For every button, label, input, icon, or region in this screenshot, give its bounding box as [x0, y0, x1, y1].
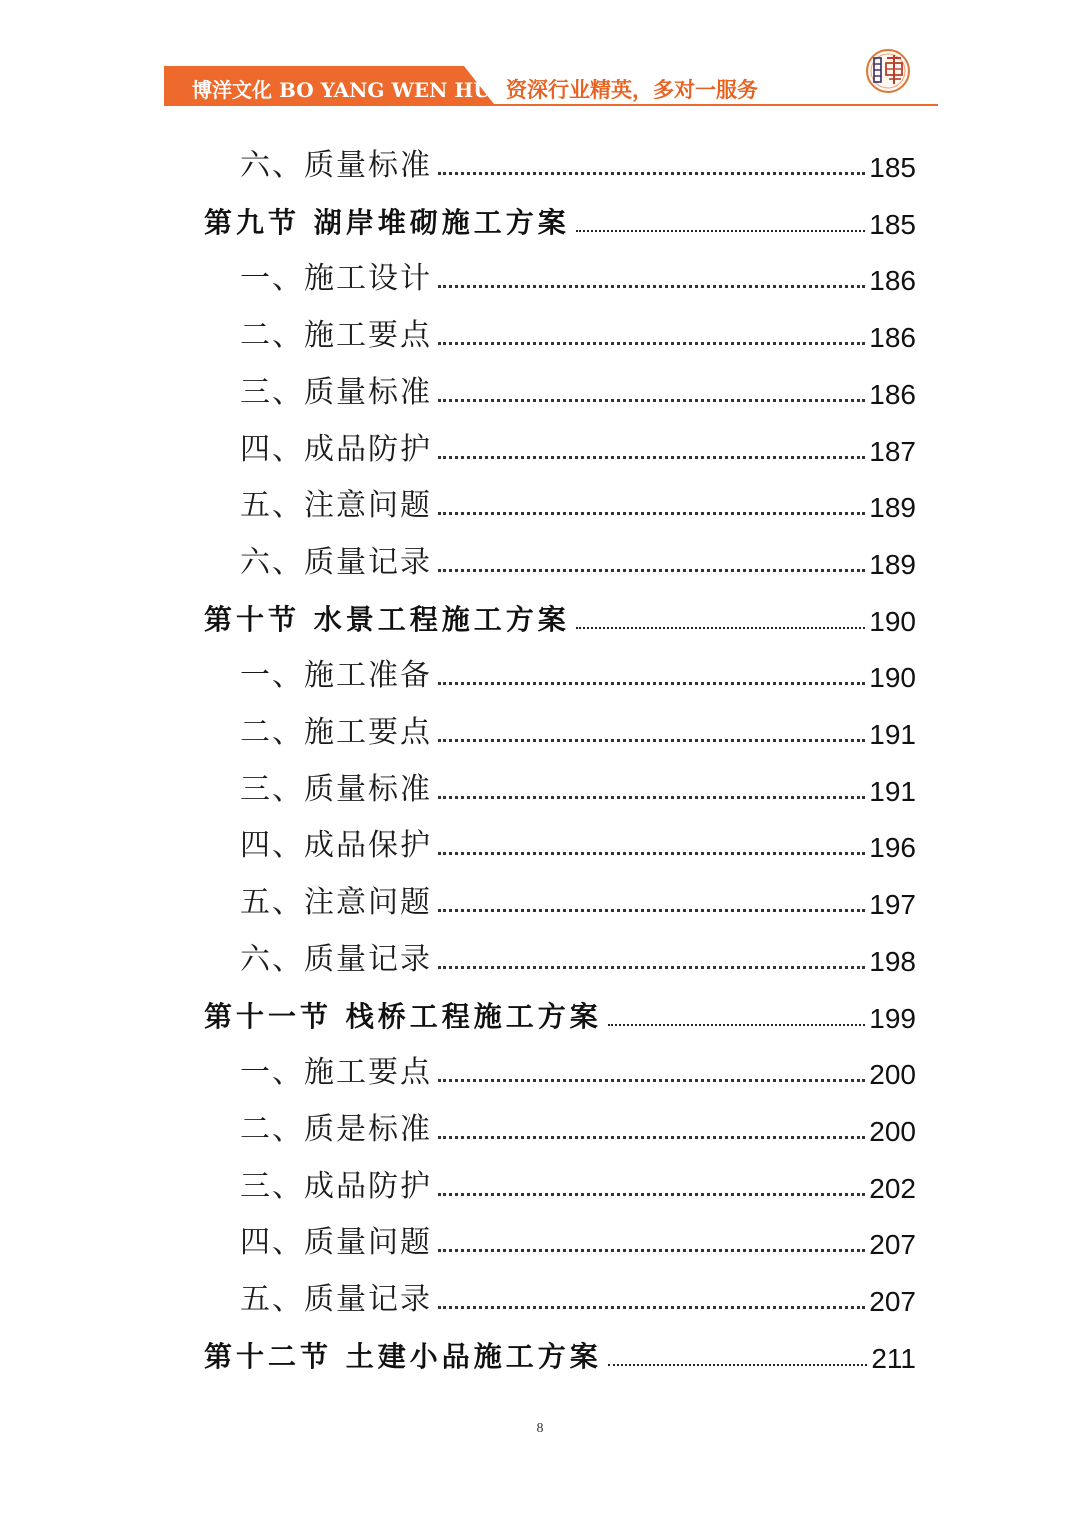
- toc-entry-page-number: 211: [871, 1342, 916, 1374]
- toc-entry-page-number: 186: [869, 378, 916, 410]
- toc-dot-leader: [438, 456, 865, 459]
- toc-subsection-entry[interactable]: [240, 424, 916, 468]
- toc-dot-leader: [438, 966, 865, 969]
- toc-dot-leader: [438, 1079, 865, 1082]
- toc-subsection-entry[interactable]: [240, 877, 916, 921]
- toc-section-entry[interactable]: [204, 1331, 916, 1375]
- toc-entry-page-number: 190: [869, 605, 916, 637]
- toc-dot-leader: [438, 1136, 865, 1139]
- toc-dot-leader: [438, 512, 865, 515]
- toc-dot-leader: [438, 172, 865, 175]
- toc-subsection-entry[interactable]: [240, 764, 916, 808]
- toc-entry-title: 六、质量标准: [240, 148, 432, 183]
- toc-entry-title: 三、质量标准: [240, 374, 432, 410]
- toc-entry-title: 三、成品防护: [240, 1168, 432, 1204]
- toc-entry-page-number: 200: [869, 1115, 916, 1147]
- brand-slogan: 资深行业精英，多对一服务: [506, 77, 758, 102]
- toc-entry-page-number: 207: [869, 1229, 916, 1261]
- toc-dot-leader: [438, 852, 865, 855]
- toc-subsection-entry[interactable]: [240, 1217, 916, 1261]
- toc-entry-title: 第十二节 土建小品施工方案: [204, 1339, 602, 1373]
- toc-entry-page-number: 186: [869, 265, 916, 297]
- toc-entry-title: 五、质量记录: [240, 1282, 432, 1317]
- toc-entry-page-number: 207: [869, 1286, 916, 1317]
- toc-dot-leader: [438, 1193, 865, 1196]
- toc-entry-title: 第十节 水景工程施工方案: [204, 602, 570, 636]
- toc-subsection-entry[interactable]: [240, 1104, 916, 1148]
- toc-dot-leader: [608, 1024, 866, 1026]
- toc-entry-page-number: 191: [869, 719, 916, 750]
- toc-entry-title: 一、施工要点: [240, 1055, 432, 1091]
- toc-entry-page-number: 189: [869, 492, 916, 524]
- toc-entry-title: 二、施工要点: [240, 318, 432, 354]
- toc-subsection-entry[interactable]: [240, 140, 916, 184]
- toc-subsection-entry[interactable]: [240, 934, 916, 978]
- toc-entry-page-number: 186: [869, 322, 916, 354]
- toc-entry-page-number: 196: [869, 832, 916, 864]
- toc-section-entry[interactable]: [204, 991, 916, 1035]
- toc-entry-title: 二、施工要点: [240, 715, 432, 750]
- toc-entry-title: 一、施工准备: [240, 658, 432, 694]
- page-header: [164, 66, 938, 106]
- toc-entry-page-number: 191: [869, 775, 916, 807]
- toc-section-entry[interactable]: [204, 594, 916, 638]
- toc-dot-leader: [438, 1249, 865, 1252]
- toc-entry-page-number: 189: [869, 548, 916, 580]
- toc-subsection-entry[interactable]: [240, 1274, 916, 1318]
- toc-subsection-entry[interactable]: [240, 367, 916, 411]
- boyang-seal-logo-icon: [865, 48, 911, 94]
- toc-entry-title: 四、成品保护: [240, 828, 432, 864]
- toc-entry-page-number: 190: [869, 662, 916, 694]
- brand-name: 博洋文化 BO YANG WEN HUA: [192, 78, 506, 102]
- toc-subsection-entry[interactable]: [240, 1047, 916, 1091]
- toc-entry-title: 五、注意问题: [240, 885, 432, 921]
- toc-entry-page-number: 200: [869, 1059, 916, 1091]
- toc-dot-leader: [438, 399, 865, 402]
- toc-dot-leader: [438, 796, 865, 799]
- toc-entry-page-number: 185: [869, 208, 916, 240]
- toc-entry-page-number: 198: [869, 945, 916, 977]
- header-divider: [164, 104, 938, 106]
- toc-entry-page-number: 197: [869, 889, 916, 921]
- toc-subsection-entry[interactable]: [240, 820, 916, 864]
- toc-dot-leader: [576, 627, 866, 629]
- toc-entry-page-number: 187: [869, 435, 916, 467]
- toc-entry-title: 四、成品防护: [240, 431, 432, 467]
- toc-entry-page-number: 185: [869, 152, 916, 183]
- toc-dot-leader: [438, 569, 865, 572]
- toc-subsection-entry[interactable]: [240, 650, 916, 694]
- toc-dot-leader: [438, 739, 865, 742]
- toc-entry-title: 四、质量问题: [240, 1225, 432, 1261]
- toc-dot-leader: [438, 909, 865, 912]
- toc-entry-page-number: 202: [869, 1172, 916, 1204]
- toc-subsection-entry[interactable]: [240, 537, 916, 581]
- toc-dot-leader: [438, 682, 865, 685]
- toc-dot-leader: [438, 285, 865, 288]
- toc-subsection-entry[interactable]: [240, 1161, 916, 1205]
- toc-subsection-entry[interactable]: [240, 707, 916, 751]
- toc-entry-title: 第九节 湖岸堆砌施工方案: [204, 205, 570, 239]
- toc-dot-leader: [576, 230, 866, 232]
- toc-entry-title: 六、质量记录: [240, 941, 432, 977]
- toc-entry-page-number: 199: [869, 1002, 916, 1034]
- toc-entry-title: 三、质量标准: [240, 771, 432, 807]
- toc-dot-leader: [438, 342, 865, 345]
- toc-entry-title: 第十一节 栈桥工程施工方案: [204, 999, 602, 1033]
- toc-entry-title: 二、质是标准: [240, 1111, 432, 1147]
- toc-section-entry[interactable]: [204, 197, 916, 241]
- toc-entry-title: 五、注意问题: [240, 488, 432, 524]
- toc-subsection-entry[interactable]: [240, 480, 916, 524]
- toc-entry-title: 一、施工设计: [240, 261, 432, 297]
- toc-subsection-entry[interactable]: [240, 253, 916, 297]
- toc-subsection-entry[interactable]: [240, 310, 916, 354]
- toc-entry-title: 六、质量记录: [240, 544, 432, 580]
- toc-dot-leader: [608, 1364, 868, 1366]
- page-number: 8: [536, 1421, 544, 1436]
- toc-dot-leader: [438, 1306, 865, 1309]
